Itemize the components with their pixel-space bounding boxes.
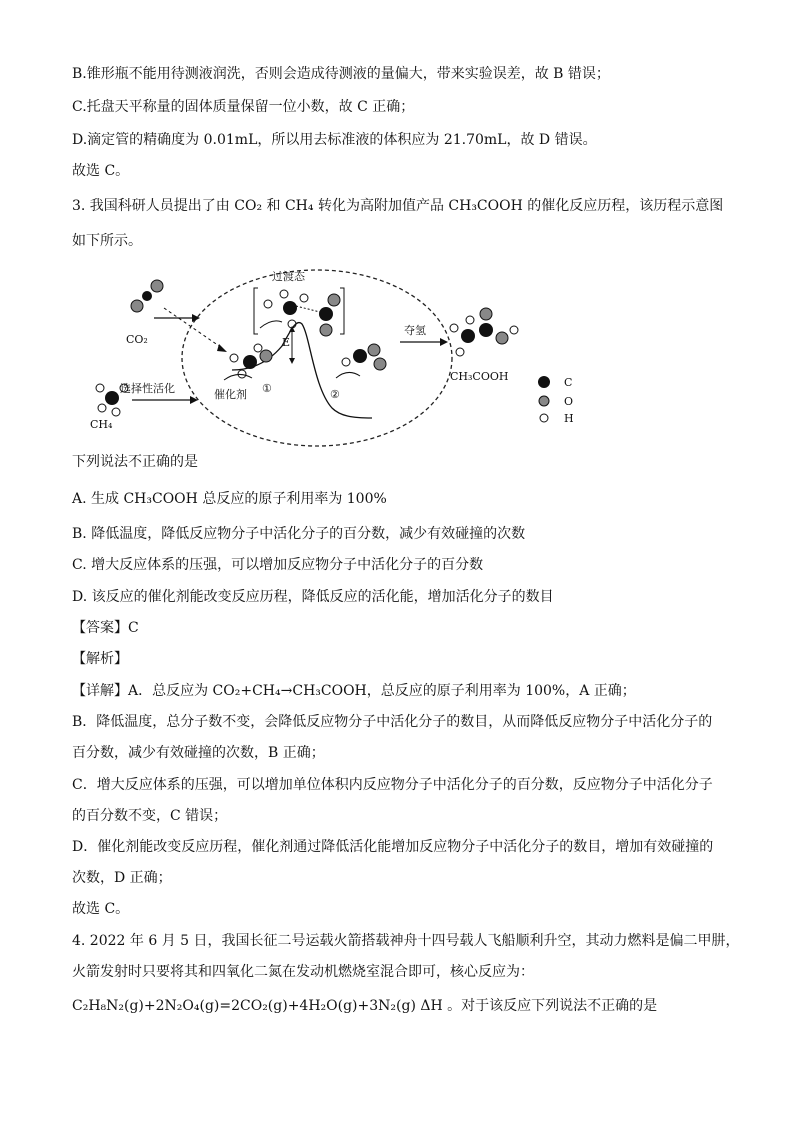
text-line: 故选 C。: [72, 163, 130, 179]
adsorbed-intermediate-1: [230, 344, 272, 378]
option-b: B. 降低温度，降低反应物分子中活化分子的百分数，减少有效碰撞的次数: [72, 526, 526, 542]
step-1-label: ①: [262, 382, 272, 395]
question-3-stem: 3. 我国科研人员提出了由 CO₂ 和 CH₄ 转化为高附加值产品 CH₃COOH 的催化反应历程，该历程示意图: [72, 198, 724, 214]
text-line: 次数，D 正确；: [72, 870, 172, 886]
option-c: C. 增大反应体系的压强，可以增加反应物分子中活化分子的百分数: [72, 557, 484, 573]
text-line: 如下所示。: [72, 233, 142, 249]
legend-hydrogen-label: H: [564, 412, 574, 425]
option-a: A. 生成 CH₃COOH 总反应的原子利用率为 100%: [72, 491, 387, 507]
selective-activation-label: 选择性活化: [120, 382, 175, 395]
reaction-mechanism-diagram: [82, 258, 602, 448]
catalyst-label: 催化剂: [214, 388, 247, 401]
co2-molecule: [131, 280, 163, 312]
text-line: 百分数，减少有效碰撞的次数，B 正确；: [72, 745, 325, 761]
text-line: C．增大反应体系的压强，可以增加单位体积内反应物分子中活化分子的百分数，反应物分子中活化分子: [72, 777, 713, 793]
co2-label: CO₂: [126, 333, 148, 346]
answer-line: 【答案】C: [72, 620, 139, 636]
question-4-stem: 4. 2022 年 6 月 5 日，我国长征二号运载火箭搭载神舟十四号载人飞船顺利升空，其动力燃料是偏二甲肼，: [72, 933, 740, 949]
reaction-equation: C₂H₈N₂(g)+2N₂O₄(g)=2CO₂(g)+4H₂O(g)+3N₂(g) ΔH 。对于该反应下列说法不正确的是: [72, 998, 658, 1014]
text-line: B.锥形瓶不能用待测液润洗，否则会造成待测液的量偏大，带来实验误差，故 B 错误；: [72, 66, 610, 82]
text-line: C.托盘天平称量的固体质量保留一位小数，故 C 正确；: [72, 99, 415, 115]
text-line: 火箭发射时只要将其和四氧化二氮在发动机燃烧室混合即可，核心反应为：: [72, 964, 534, 980]
dehydrogenation-label: 夺氢: [404, 324, 426, 337]
dashed-arrow: [164, 308, 222, 348]
step-2-label: ②: [330, 388, 340, 401]
text-line: 故选 C。: [72, 901, 130, 917]
activation-energy-label: E: [282, 336, 291, 349]
acetic-acid-molecule: [450, 308, 518, 356]
text-line: D.滴定管的精确度为 0.01mL，所以用去标准液的体积应为 21.70mL，故 D 错误。: [72, 132, 597, 148]
text-line: D．催化剂能改变反应历程，催化剂通过降低活化能增加反应物分子中活化分子的数目，增加有效碰撞的: [72, 839, 714, 855]
text-line: 【详解】A．总反应为 CO₂+CH₄→CH₃COOH，总反应的原子利用率为 100%，A 正确；: [72, 683, 636, 699]
energy-profile-curve: [232, 323, 372, 418]
legend-oxygen-label: O: [564, 395, 574, 408]
atom-legend: [538, 376, 574, 425]
product-label: CH₃COOH: [450, 370, 509, 383]
text-line: B．降低温度，总分子数不变，会降低反应物分子中活化分子的数目，从而降低反应物分子中活化分子的: [72, 714, 713, 730]
legend-carbon-label: C: [564, 376, 573, 389]
text-line: 下列说法不正确的是: [72, 454, 198, 470]
transition-state-label: 过渡态: [272, 270, 305, 283]
ch4-label: CH₄: [90, 418, 113, 431]
analysis-heading: 【解析】: [72, 651, 128, 667]
option-d: D. 该反应的催化剂能改变反应历程，降低反应的活化能，增加活化分子的数目: [72, 589, 554, 605]
text-line: 的百分数不变，C 错误；: [72, 808, 228, 824]
transition-state-molecule: [264, 290, 340, 336]
adsorbed-intermediate-2: [342, 344, 386, 370]
reaction-region-ellipse: [182, 270, 452, 446]
